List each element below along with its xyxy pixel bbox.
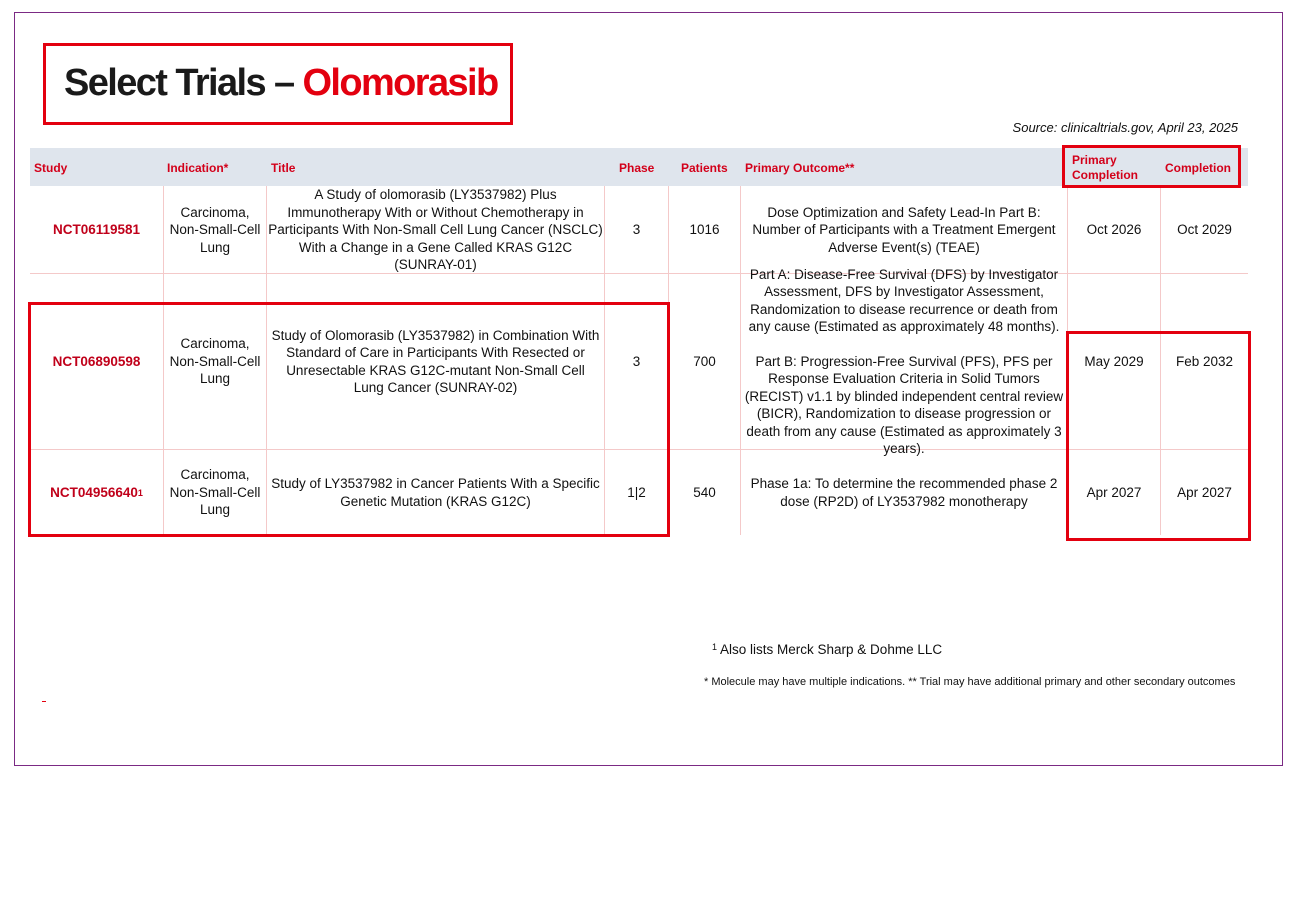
title-cell: Study of LY3537982 in Cancer Patients With a Specific Genetic Mutation (KRAS G12C) — [271, 476, 600, 509]
primary-outcome-cell: Dose Optimization and Safety Lead-In Part B: Number of Participants with a Treatment Emergent Adverse Event(s) (TEAE) — [752, 204, 1056, 255]
title-cell: A Study of olomorasib (LY3537982) Plus Immunotherapy With or Without Chemotherapy in Participants With Non-Small Cell Lung Cancer (NSCLC) With a Change in a Gene Called KRAS G12C (SUNRAY-01) — [268, 187, 603, 273]
completion-cell: Feb 2032 — [1175, 353, 1234, 369]
phase-cell: 3 — [632, 222, 641, 238]
header-phase: Phase — [619, 161, 655, 175]
completion-header-highlight-box — [1062, 145, 1241, 188]
completion-cell: Apr 2027 — [1177, 484, 1232, 500]
primary-outcome-cell — [741, 266, 1067, 456]
title-cell: Study of Olomorasib (LY3537982) in Combination With Standard of Care in Participants With Resected or Unresectable KRAS G12C-mutant Non-Small Cell Lung Cancer (SUNRAY-02) — [271, 327, 600, 395]
indication-cell: Carcinoma, Non-Small-Cell Lung — [169, 336, 261, 387]
completion-cell: Oct 2029 — [1177, 222, 1232, 238]
study-id-cell: NCT06119581 — [52, 222, 141, 238]
indication-cell: Carcinoma, Non-Small-Cell Lung — [169, 204, 261, 255]
title-drug-name: Olomorasib — [302, 62, 498, 104]
primary-outcome-cell: Phase 1a: To determine the recommended phase 2 dose (RP2D) of LY3537982 monotherapy — [750, 476, 1058, 509]
decorative-dash — [42, 701, 46, 702]
header-patients: Patients — [681, 161, 728, 175]
study-id-cell: NCT06890598 — [52, 353, 141, 369]
source-citation: Source: clinicaltrials.gov, April 23, 2025 — [1012, 120, 1238, 135]
header-study: Study — [34, 161, 68, 175]
primary-completion-cell: Apr 2027 — [1086, 484, 1142, 500]
primary-completion-cell: Oct 2026 — [1086, 222, 1142, 238]
phase-cell: 1|2 — [627, 484, 646, 500]
title-prefix: Select Trials – — [64, 62, 303, 104]
indication-cell: Carcinoma, Non-Small-Cell Lung — [169, 467, 261, 518]
patients-cell: 700 — [693, 353, 716, 369]
header-primary-completion: Primary Completion — [1072, 153, 1138, 182]
footnote-merck: $^1$ Also lists Merck Sharp & Dohme LLC — [712, 642, 943, 657]
header-primary-outcome: Primary Outcome** — [745, 161, 855, 175]
footnote-general: * Molecule may have multiple indications. ** Trial may have additional primary and other secondary outcomes — [704, 676, 1236, 688]
study-id-cell: NCT04956640 1 — [50, 484, 143, 500]
header-title: Title — [271, 161, 296, 175]
outcome-part-a: Part A: Disease-Free Survival (DFS) by Investigator Assessment, DFS by Investigator Assessment, Randomization to disease recurrence or death from any cause (Estimated as approximately 48 months). — [748, 266, 1060, 334]
rows-highlight-box — [28, 302, 670, 537]
page-title — [64, 62, 498, 105]
header-indication: Indication* — [167, 161, 229, 175]
primary-completion-cell: May 2029 — [1084, 353, 1144, 369]
patients-cell: 540 — [693, 484, 716, 500]
completion-dates-highlight-box — [1066, 331, 1251, 541]
patients-cell: 1016 — [689, 222, 720, 238]
phase-cell: 3 — [632, 353, 641, 369]
outcome-part-b: Part B: Progression-Free Survival (PFS), PFS per Response Evaluation Criteria in Solid Tumors (RECIST) v1.1 by blinded independent central review (BICR), Randomization to disease progression or death from any cause (Estimated as approximately 3 years). — [744, 353, 1064, 456]
header-completion: Completion — [1165, 161, 1231, 175]
